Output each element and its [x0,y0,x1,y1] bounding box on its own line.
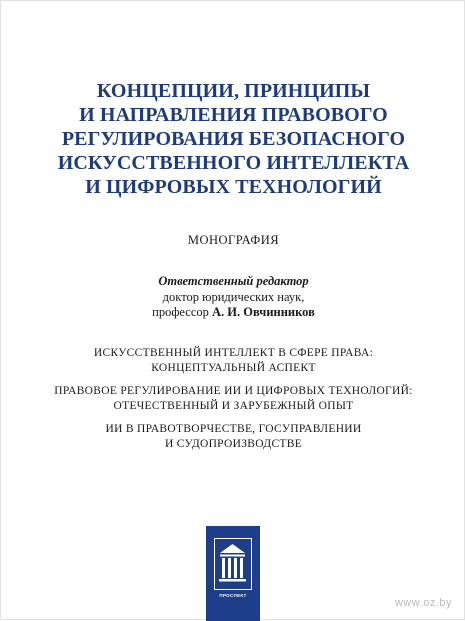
section-line: ИСКУССТВЕННЫЙ ИНТЕЛЛЕКТ В СФЕРЕ ПРАВА: [93,347,374,359]
title-line: И НАПРАВЛЕНИЯ ПРАВОВОГО [79,104,388,126]
editor-line [1,305,465,321]
section-line: ПРАВОВОЕ РЕГУЛИРОВАНИЕ ИИ И ЦИФРОВЫХ ТЕХНОЛОГИЙ: [54,385,413,397]
prospekt-building-logo-icon [214,538,252,590]
editor-block [1,274,465,321]
editor-position: профессор [152,305,209,319]
section-item [1,346,465,375]
logo-graphic [215,539,250,588]
title-line: КОНЦЕПЦИИ, ПРИНЦИПЫ [96,80,371,102]
section-line: ИИ В ПРАВОТВОРЧЕСТВЕ, ГОСУПРАВЛЕНИИ [105,423,362,435]
section-item [1,384,465,413]
title-line: ИСКУССТВЕННОГО ИНТЕЛЛЕКТА [57,152,410,174]
publisher-name: ПРОСПЕКТ [219,593,247,598]
section-line: КОНЦЕПТУАЛЬНЫЙ АСПЕКТ [151,361,316,374]
section-list [1,346,465,460]
book-genre: МОНОГРАФИЯ [187,233,280,247]
title-line: РЕГУЛИРОВАНИЯ БЕЗОПАСНОГО [61,128,406,150]
section-item [1,422,465,451]
book-title [21,79,446,199]
watermark-text: www.oz.by [394,597,452,609]
editor-role: Ответственный редактор [158,274,309,288]
editor-name: А. И. Овчинников [212,305,315,319]
publisher-block [206,526,260,621]
title-line: И ЦИФРОВЫХ ТЕХНОЛОГИЙ [85,176,382,198]
editor-degree: доктор юридических наук, [162,289,305,304]
section-line: ОТЕЧЕСТВЕННЫЙ И ЗАРУБЕЖНЫЙ ОПЫТ [113,399,354,412]
section-line: И СУДОПРОИЗВОДСТВЕ [164,437,303,450]
